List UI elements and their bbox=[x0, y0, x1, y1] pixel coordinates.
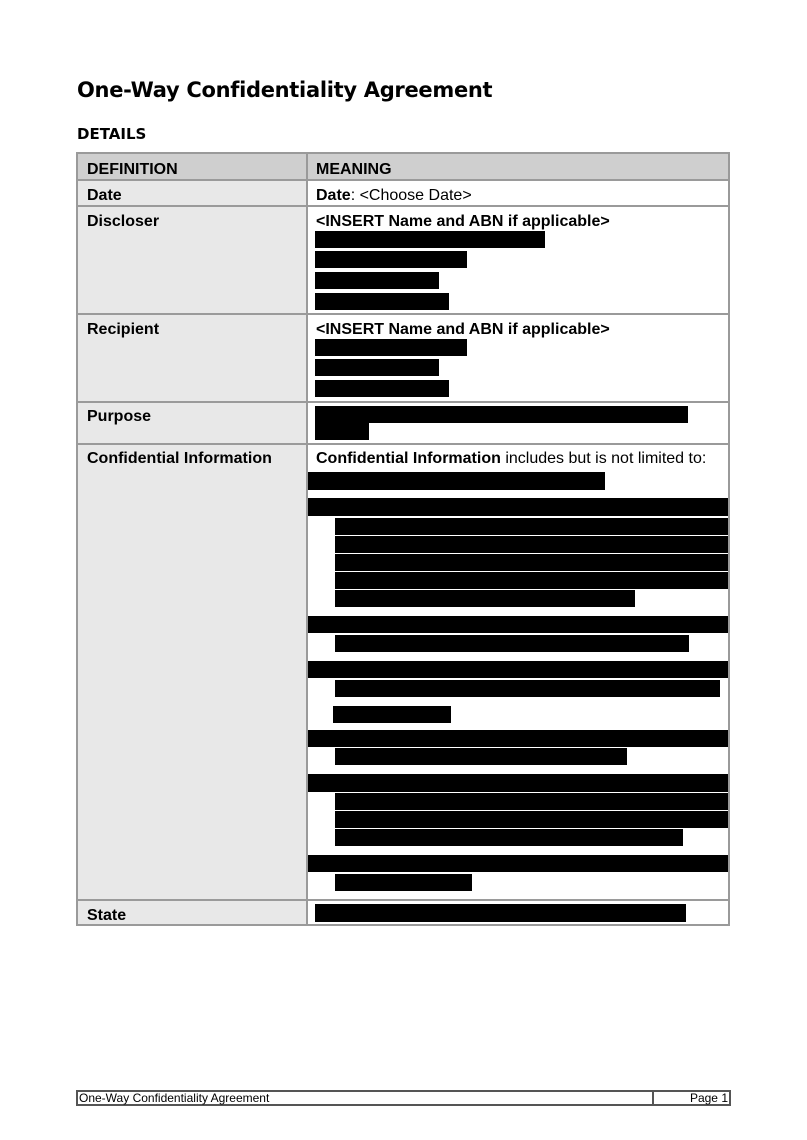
redaction-bar bbox=[335, 554, 728, 571]
redaction-bar bbox=[306, 855, 728, 872]
date-value[interactable] bbox=[316, 187, 472, 205]
redaction-bar bbox=[335, 518, 728, 535]
row-divider bbox=[78, 443, 728, 445]
header-meaning: MEANING bbox=[316, 161, 392, 178]
redaction-bar bbox=[333, 706, 451, 723]
redaction-bar bbox=[315, 231, 545, 248]
row-divider bbox=[78, 205, 728, 207]
redaction-bar bbox=[315, 380, 449, 397]
confidential-information-label-cell bbox=[78, 444, 306, 900]
redaction-bar bbox=[335, 793, 728, 810]
section-heading: DETAILS bbox=[77, 125, 147, 143]
redaction-bar bbox=[306, 730, 728, 747]
row-divider bbox=[78, 899, 728, 901]
redaction-bar bbox=[335, 536, 728, 553]
redaction-bar bbox=[335, 811, 728, 828]
redaction-bar bbox=[315, 293, 449, 310]
redaction-bar bbox=[335, 635, 689, 652]
discloser-insert-prompt: <INSERT Name and ABN if applicable> bbox=[316, 213, 610, 230]
redaction-bar bbox=[315, 251, 467, 268]
footer-divider bbox=[652, 1092, 654, 1104]
confidential-information-intro bbox=[316, 450, 706, 468]
redaction-bar bbox=[315, 904, 686, 922]
date-value-label: Date bbox=[316, 187, 351, 204]
redaction-bar bbox=[306, 661, 728, 678]
redaction-bar bbox=[335, 748, 627, 765]
redaction-bar bbox=[335, 590, 635, 607]
date-value-placeholder: : <Choose Date> bbox=[350, 187, 472, 204]
redaction-bar bbox=[335, 572, 728, 589]
redaction-bar bbox=[306, 616, 728, 633]
row-label-date: Date bbox=[87, 187, 122, 204]
redaction-bar bbox=[315, 359, 439, 376]
redaction-bar bbox=[335, 874, 472, 891]
redaction-bar bbox=[315, 339, 467, 356]
redaction-bar bbox=[335, 680, 720, 697]
redaction-bar bbox=[315, 423, 369, 440]
redaction-bar bbox=[306, 774, 728, 792]
row-label-purpose: Purpose bbox=[87, 408, 152, 425]
redaction-bar bbox=[306, 498, 728, 516]
page-footer bbox=[76, 1090, 731, 1106]
confidential-information-term: Confidential Information bbox=[316, 450, 501, 467]
row-divider bbox=[78, 179, 728, 181]
row-label-confidential-information: Confidential Information bbox=[87, 450, 272, 467]
header-definition: DEFINITION bbox=[87, 161, 178, 178]
footer-document-name: One-Way Confidentiality Agreement bbox=[79, 1091, 270, 1105]
recipient-insert-prompt: <INSERT Name and ABN if applicable> bbox=[316, 321, 610, 338]
row-label-recipient: Recipient bbox=[87, 321, 160, 338]
row-label-state: State bbox=[87, 907, 127, 924]
row-label-discloser: Discloser bbox=[87, 213, 160, 230]
row-divider bbox=[78, 401, 728, 403]
details-table bbox=[76, 152, 730, 926]
column-divider bbox=[306, 154, 308, 924]
page-title: One-Way Confidentiality Agreement bbox=[77, 78, 493, 102]
redaction-bar bbox=[306, 472, 605, 490]
confidential-information-intro-text: includes but is not limited to: bbox=[500, 450, 707, 467]
redaction-bar bbox=[315, 272, 439, 289]
footer-page-number: Page 1 bbox=[689, 1091, 728, 1105]
redaction-bar bbox=[335, 829, 683, 846]
redaction-bar bbox=[315, 406, 688, 423]
row-divider bbox=[78, 313, 728, 315]
